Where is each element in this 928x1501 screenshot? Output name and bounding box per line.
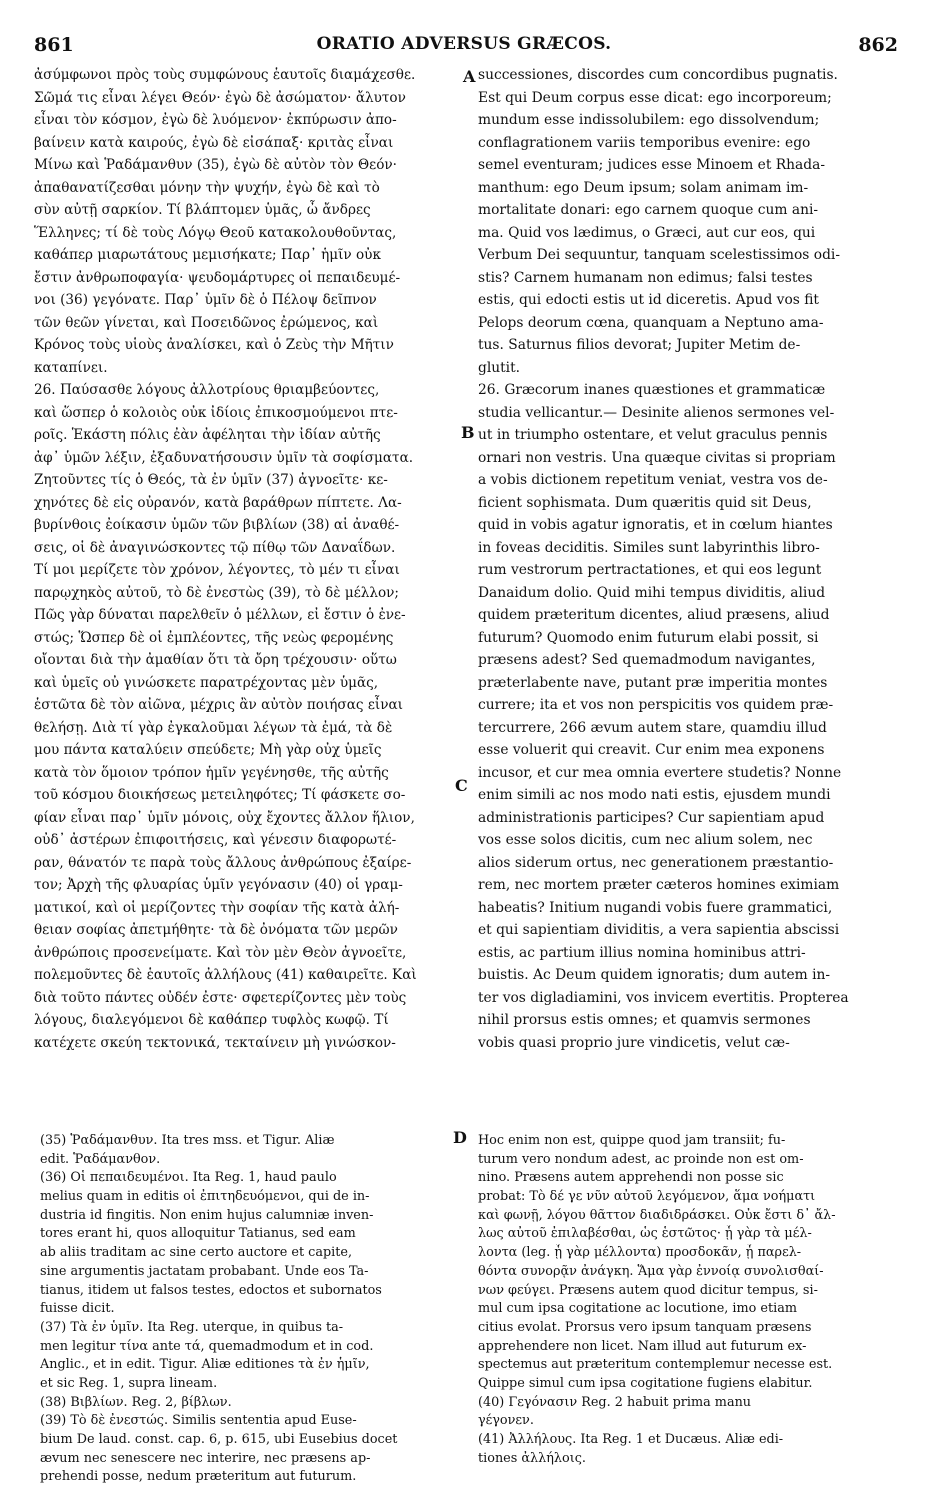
text-line: quid in vobis agatur ignoratis, et in cœlum hiantes xyxy=(478,517,833,533)
text-line: estis, ac partium illius nomina hominibus attri- xyxy=(478,944,806,961)
text-line: vobis quasi proprio jure vindicetis, velut cæ- xyxy=(478,1034,790,1051)
text-line: tiones ἀλλήλοις. xyxy=(478,1450,586,1466)
text-line: sine argumentis jactatam probabant. Unde eos Ta- xyxy=(40,1263,369,1279)
text-line: mundum esse indissolubilem: ego dissolvendum; xyxy=(478,112,820,128)
text-line: στώς; Ὥσπερ δὲ οἱ ἐμπλέοντες, τῆς νεὼς φερομένης xyxy=(34,629,394,646)
text-line: Πῶς γὰρ δύναται παρελθεῖν ὁ μέλλων, εἰ ἔστιν ὁ ἐνε- xyxy=(34,607,406,623)
text-line: Τί μοι μερίζετε τὸν χρόνον, λέγοντες, τὸ μέν τι εἶναι xyxy=(34,562,400,578)
text-line: stis? Carnem humanam non edimus; falsi testes xyxy=(478,269,813,286)
text-line: θειαν σοφίας ἀπετμήθητε· τὰ δὲ ὀνόματα τῶν μερῶν xyxy=(34,922,398,938)
text-line: et qui sapientiam dividitis, a vera sapientia abscissi xyxy=(478,922,840,938)
text-line: habeatis? Initium nugandi vobis fuere grammatici, xyxy=(478,899,833,916)
text-line: nihil prorsus estis omnes; et quamvis sermones xyxy=(478,1012,811,1028)
text-line: Σῶμά τις εἶναι λέγει Θεόν· ἐγὼ δὲ ἀσώματον· ἄλυτον xyxy=(34,89,406,106)
text-line: fuisse dicit. xyxy=(40,1301,115,1317)
text-line: ævum nec senescere nec interire, nec præsens ap- xyxy=(40,1450,371,1466)
text-line: ab aliis traditam ac sine certo auctore et capite, xyxy=(40,1245,353,1261)
text-line: καταπίνει. xyxy=(34,359,108,376)
latin-text-column xyxy=(478,64,896,1054)
text-line: γέγονεν. xyxy=(478,1413,534,1429)
text-line: semel eventuram; judices esse Minoem et Rhada- xyxy=(478,157,825,173)
text-line: λως αὐτοῦ ἐπιλαβέσθαι, ὡς ἑστῶτος· ᾗ γὰρ τὰ μέλ- xyxy=(478,1226,812,1242)
text-line: spectemus aut præteritum contemplemur necesse est. xyxy=(478,1357,833,1373)
text-line: præterlabente nave, putant præ imperitia montes xyxy=(478,674,828,691)
text-line: alios siderum ortus, nec generationem præstantio- xyxy=(478,854,834,871)
text-line: probat: Τὸ δέ γε νῦν αὐτοῦ λεγόμενον, ἅμα νοήματι xyxy=(478,1189,816,1205)
text-line: λόγους, διαλεγόμενοι δὲ καθάπερ τυφλὸς κωφῷ. Τί xyxy=(34,1012,389,1028)
text-line: Danaidum dolio. Quid mihi tempus dividitis, aliud xyxy=(478,584,826,601)
text-line: dustria id fingitis. Non enim hujus calumniæ inven- xyxy=(40,1207,374,1223)
text-line: rum vestrorum pertractationes, et qui eos legunt xyxy=(478,562,822,578)
text-line: ficient sophismata. Dum quæritis quid sit Deus, xyxy=(478,494,812,511)
text-line: πολεμοῦντες δὲ ἑαυτοῖς ἀλλήλους (41) καθαιρεῖτε. Καὶ xyxy=(34,967,417,983)
text-line: ἀπαθανατίζεσθαι μόνην τὴν ψυχήν, ἐγὼ δὲ καὶ τὸ xyxy=(34,179,380,196)
text-line: βυρίνθοις ἐοίκασιν ὑμῶν τῶν βιβλίων (38) αἱ ἀναθέ- xyxy=(34,517,400,533)
text-line: καθάπερ μιαρωτάτους μεμισήκατε; Παρ᾽ ἡμῖν οὐκ xyxy=(34,247,381,263)
text-line: citius evolat. Prorsus vero ipsum tanquam præsens xyxy=(478,1319,812,1335)
text-line: enim simili ac nos modo nati estis, ejusdem mundi xyxy=(478,787,831,803)
text-line: ἔστιν ἀνθρωποφαγία· ψευδομάρτυρες οἱ πεπαιδευμέ- xyxy=(34,269,401,286)
text-line: κατέχετε σκεύη τεκτονικά, τεκταίνειν μὴ γινώσκον- xyxy=(34,1034,396,1051)
text-line: ἑστῶτα δὲ τὸν αἰῶνα, μέχρις ἂν αὐτὸν ποιήσας εἶναι xyxy=(34,697,403,713)
text-line: apprehendere non licet. Nam illud aut futurum ex- xyxy=(478,1338,807,1354)
text-line: tus. Saturnus filios devorat; Jupiter Metim de- xyxy=(478,337,801,353)
margin-marker-b: B xyxy=(461,423,475,442)
text-line: Ζητοῦντες τίς ὁ Θεός, τὰ ἐν ὑμῖν (37) ἀγνοεῖτε· κε- xyxy=(34,472,388,488)
text-line: prehendi posse, nedum præteritum aut futurum. xyxy=(40,1469,357,1485)
text-line: tianus, itidem ut falsos testes, edoctos et subornatos xyxy=(40,1282,382,1298)
text-line: βαίνειν κατὰ καιρούς, ἐγὼ δὲ εἰσάπαξ· κριτὰς εἶναι xyxy=(34,134,394,151)
text-line: conflagrationem variis temporibus evenire: ego xyxy=(478,134,811,151)
text-line: rem, nec mortem præter cæteros homines eximiam xyxy=(478,877,840,893)
text-line: ut in triumpho ostentare, et velut graculus pennis xyxy=(478,427,828,443)
text-line: (36) Οἱ πεπαιδευμένοι. Ita Reg. 1, haud paulo xyxy=(40,1170,337,1186)
text-line: χηνότες δὲ εἰς οὐρανόν, κατὰ βαράθρων πίπτετε. Λα- xyxy=(34,494,402,511)
text-line: εἶναι τὸν κόσμον, ἐγὼ δὲ λυόμενον· ἐκπύρωσιν ἀπο- xyxy=(34,112,397,128)
page-number-left: 861 xyxy=(34,34,74,56)
text-line: futurum? Quomodo enim futurum elabi possit, si xyxy=(478,629,819,646)
text-line: (35) Ῥαδάμανθυν. Ita tres mss. et Tigur. Aliæ xyxy=(40,1133,335,1148)
running-title: ORATIO ADVERSUS GRÆCOS. xyxy=(316,34,612,54)
text-line: men legitur τίνα ante τά, quemadmodum et in cod. xyxy=(40,1338,374,1354)
text-line: Hoc enim non est, quippe quod jam transiit; fu- xyxy=(478,1133,786,1148)
text-line: τον; Ἀρχὴ τῆς φλυαρίας ὑμῖν γεγόνασιν (40) οἱ γραμ- xyxy=(34,877,403,893)
text-line: Pelops deorum cœna, quanquam a Neptuno ama- xyxy=(478,314,824,331)
text-line: ma. Quid vos lædimus, o Græci, aut cur eos, qui xyxy=(478,224,816,241)
text-line: (39) Τὸ δὲ ἐνεστώς. Similis sententia apud Euse- xyxy=(40,1413,357,1429)
text-line: ροῖς. Ἑκάστη πόλις ἐὰν ἀφέληται τὴν ἰδίαν αὐτῆς xyxy=(34,427,381,443)
text-line: tercurrere, 266 ævum autem stare, quamdiu illud xyxy=(478,719,827,736)
text-line: σεις, οἱ δὲ ἀναγινώσκοντες τῷ πίθῳ τῶν Δαναΐδων. xyxy=(34,539,396,556)
text-line: (41) Ἀλλήλους. Ita Reg. 1 et Ducæus. Aliæ edi- xyxy=(478,1432,784,1447)
text-line: 26. Græcorum inanes quæstiones et grammaticæ xyxy=(478,382,826,398)
footnotes-right-column xyxy=(478,1132,896,1468)
text-line: mul cum ipsa cogitatione ac locutione, imo etiam xyxy=(478,1301,797,1317)
margin-marker-c: C xyxy=(455,776,468,795)
text-line: καὶ φωνῇ, λόγου θᾶττον διαδιδράσκει. Οὐκ ἔστι δ᾽ ἄλ- xyxy=(478,1207,836,1223)
text-line: estis, qui edocti estis ut id diceretis. Apud vos fit xyxy=(478,292,819,308)
text-line: ter vos digladiamini, vos invicem evertitis. Propterea xyxy=(478,989,849,1006)
text-line: melius quam in editis οἱ ἐπιτηδευόμενοι, qui de in- xyxy=(40,1189,370,1205)
text-line: vos esse solos dicitis, cum nec alium solem, nec xyxy=(478,832,813,848)
text-line: manthum: ego Deum ipsum; solam animam im- xyxy=(478,179,809,196)
text-line: (37) Τὰ ἐν ὑμῖν. Ita Reg. uterque, in quibus ta- xyxy=(40,1319,344,1335)
text-line: tores erant hi, quos alloquitur Tatianus, sed eam xyxy=(40,1226,356,1242)
text-line: οὐδ᾽ ἀστέρων ἐπιφοιτήσεις, καὶ γένεσιν διαφορωτέ- xyxy=(34,832,397,848)
text-line: ματικοί, καὶ οἱ μερίζοντες τὴν σοφίαν τῆς κατὰ ἀλή- xyxy=(34,899,400,916)
text-line: σὺν αὐτῇ σαρκίον. Τί βλάπτομεν ὑμᾶς, ὦ ἄνδρες xyxy=(34,202,371,218)
text-line: (38) Βιβλίων. Reg. 2, βίβλων. xyxy=(40,1394,232,1410)
text-line: τῶν θεῶν γίνεται, καὶ Ποσειδῶνος ἐρώμενος, καὶ xyxy=(34,314,379,331)
text-line: ἀσύμφωνοι πρὸς τοὺς συμφώνους ἑαυτοῖς διαμάχεσθε. xyxy=(34,67,416,83)
text-line: Est qui Deum corpus esse dicat: ego incorporeum; xyxy=(478,89,832,106)
margin-marker-d: D xyxy=(453,1128,467,1147)
text-line: ἀνθρώποις προσενείματε. Καὶ τὸν μὲν Θεὸν ἀγνοεῖτε, xyxy=(34,944,407,961)
text-line: νων φεύγει. Præsens autem quod dicitur tempus, si- xyxy=(478,1282,818,1298)
text-line: incusor, et cur mea omnia evertere studetis? Nonne xyxy=(478,764,842,781)
text-line: θελήσῃ. Διὰ τί γὰρ ἐγκαλοῦμαι λέγων τὰ ἐμά, τὰ δὲ xyxy=(34,719,393,736)
text-line: currere; ita et vos non perspicitis vos quidem præ- xyxy=(478,697,834,713)
text-line: νοι (36) γεγόνατε. Παρ᾽ ὑμῖν δὲ ὁ Πέλοψ δεῖπνον xyxy=(34,292,377,308)
text-line: ραν, θάνατόν τε παρὰ τοὺς ἄλλους ἀνθρώπους ἐξαίρε- xyxy=(34,854,412,871)
text-line: Ἕλληνες; τί δὲ τοὺς Λόγῳ Θεοῦ κατακολουθοῦντας, xyxy=(34,224,397,241)
text-line: κατὰ τὸν ὅμοιον τρόπον ἡμῖν γεγένησθε, τῆς αὐτῆς xyxy=(34,764,389,781)
text-line: administrationis participes? Cur sapientiam apud xyxy=(478,809,825,826)
text-line: Μίνω καὶ Ῥαδάμανθυν (35), ἐγὼ δὲ αὐτὸν τὸν Θεόν· xyxy=(34,157,397,173)
text-line: διὰ τοῦτο πάντες οὐδέν ἐστε· σφετερίζοντες μὲν τοὺς xyxy=(34,989,407,1006)
text-line: turum vero nondum adest, ac proinde non est om- xyxy=(478,1151,804,1167)
text-line: ornari non vestris. Una quæque civitas si propriam xyxy=(478,449,836,466)
text-line: buistis. Ac Deum quidem ignoratis; dum autem in- xyxy=(478,967,831,983)
text-line: καὶ ὑμεῖς οὐ γινώσκετε παρατρέχοντας μὲν ὑμᾶς, xyxy=(34,674,379,691)
text-line: bium De laud. const. cap. 6, p. 615, ubi Eusebius docet xyxy=(40,1432,398,1447)
text-line: Quippe simul cum ipsa cogitatione fugiens elabitur. xyxy=(478,1375,813,1391)
text-line: quidem præteritum dicentes, aliud præsens, aliud xyxy=(478,607,830,623)
footnotes-left-column xyxy=(40,1132,454,1487)
text-line: φίαν εἶναι παρ᾽ ὑμῖν μόνοις, οὐχ ἔχοντες ἄλλον ἥλιον, xyxy=(34,809,415,826)
text-line: mortalitate donari: ego carnem quoque cum ani- xyxy=(478,202,819,218)
text-line: glutit. xyxy=(478,359,521,376)
text-line: οἴονται διὰ τὴν ἀμαθίαν ὅτι τὰ ὄρη τρέχουσιν· οὕτω xyxy=(34,652,397,668)
text-line: esse voluerit qui creavit. Cur enim mea exponens xyxy=(478,742,825,758)
text-line: (40) Γεγόνασιν Reg. 2 habuit prima manu xyxy=(478,1394,752,1410)
text-line: τοῦ κόσμου διοικήσεως μετειληφότες; Τί φάσκετε σο- xyxy=(34,787,406,803)
text-line: θόντα συνορᾷν ἀνάγκη. Ἅμα γὰρ ἐννοίᾳ συνολισθαί- xyxy=(478,1263,824,1279)
text-line: edit. Ῥαδάμανθον. xyxy=(40,1151,161,1167)
text-line: Κρόνος τοὺς υἱοὺς ἀναλίσκει, καὶ ὁ Ζεὺς τὴν Μῆτιν xyxy=(34,337,394,353)
text-line: præsens adest? Sed quemadmodum navigantes, xyxy=(478,652,816,668)
text-line: in foveas deciditis. Similes sunt labyrinthis libro- xyxy=(478,539,820,556)
text-line: λοντα (leg. ᾗ γὰρ μέλλοντα) προσδοκᾶν, ᾗ παρελ- xyxy=(478,1245,802,1261)
margin-marker-a: A xyxy=(463,67,476,86)
text-line: Verbum Dei sequuntur, tanquam scelestissimos odi- xyxy=(478,247,840,263)
greek-text-column xyxy=(34,64,460,1054)
text-line: ἀφ᾽ ὑμῶν λέξιν, ἐξαδυνατήσουσιν ὑμῖν τὰ σοφίσματα. xyxy=(34,449,414,466)
page-number-right: 862 xyxy=(858,34,898,56)
text-line: παρῳχηκὸς αὐτοῦ, τὸ δὲ ἐνεστὼς (39), τὸ δὲ μέλλον; xyxy=(34,584,399,601)
text-line: successiones, discordes cum concordibus pugnatis. xyxy=(478,67,838,83)
text-line: 26. Παύσασθε λόγους ἀλλοτρίους θριαμβεύοντες, xyxy=(34,382,380,398)
text-line: a vobis dictionem repetitum veniat, vestra vos de- xyxy=(478,472,828,488)
text-line: studia vellicantur.— Desinite alienos sermones vel- xyxy=(478,404,835,421)
text-line: Anglic., et in edit. Tigur. Aliæ editiones τὰ ἐν ἡμῖν, xyxy=(40,1357,370,1373)
text-line: nino. Præsens autem apprehendi non posse sic xyxy=(478,1170,784,1186)
text-line: καὶ ὥσπερ ὁ κολοιὸς οὐκ ἰδίοις ἐπικοσμούμενοι πτε- xyxy=(34,404,398,421)
text-line: et sic Reg. 1, supra lineam. xyxy=(40,1375,218,1391)
text-line: μου πάντα καταλύειν σπεύδετε; Μὴ γὰρ οὐχ ὑμεῖς xyxy=(34,742,382,758)
